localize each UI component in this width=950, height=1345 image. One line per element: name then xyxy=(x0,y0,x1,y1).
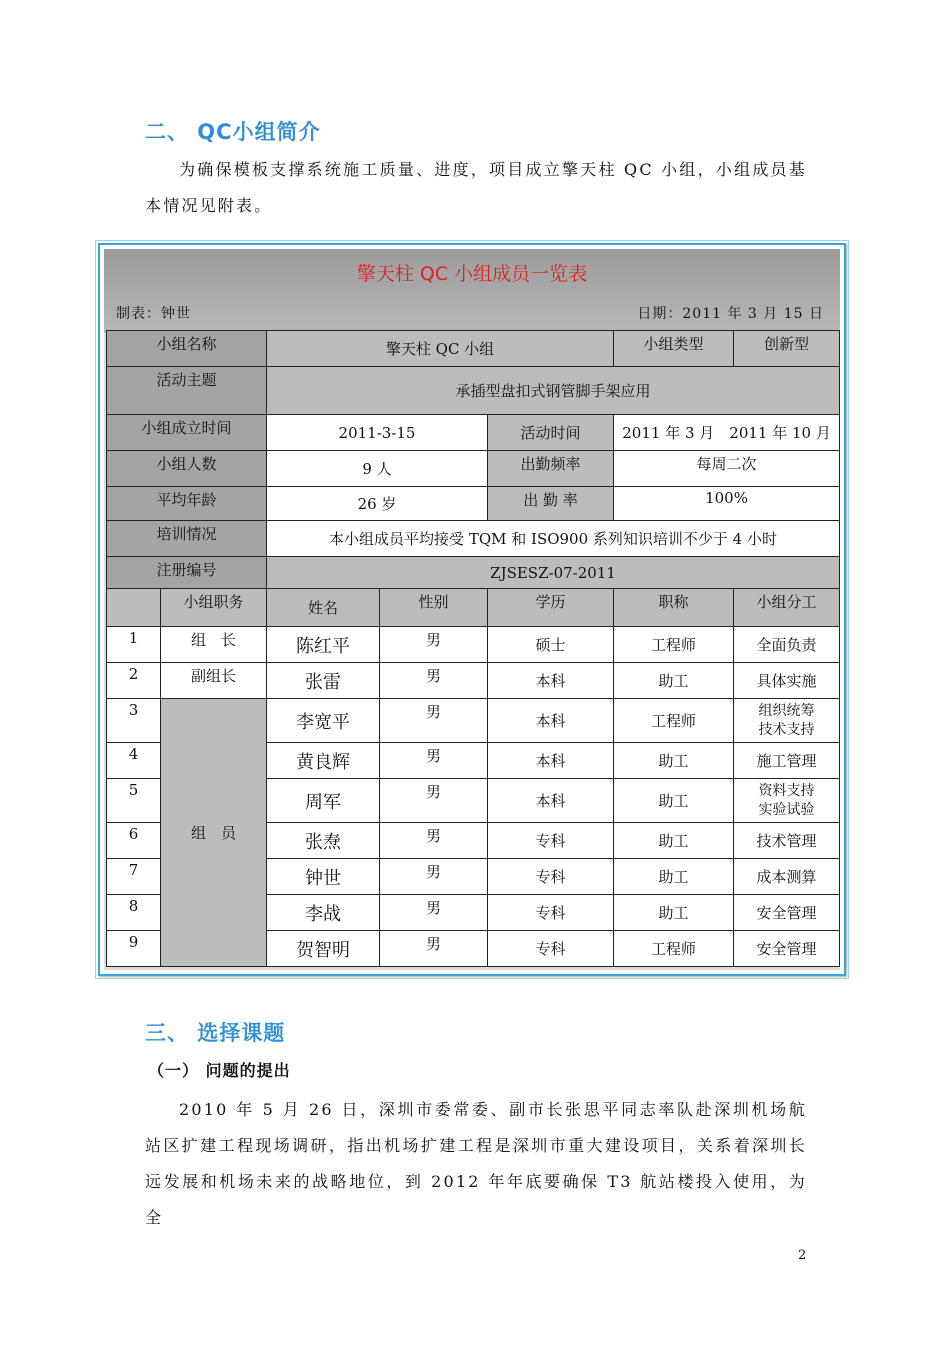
column-header-row xyxy=(107,589,840,627)
info-value: 擎天柱 QC 小组 xyxy=(267,331,614,367)
row-title: 工程师 xyxy=(614,699,734,743)
row-number: 8 xyxy=(107,895,161,931)
info-value: 每周二次 xyxy=(614,451,840,487)
page-number: 2 xyxy=(798,1248,807,1263)
row-gender: 男 xyxy=(380,823,488,859)
column-header: 学历 xyxy=(488,589,614,627)
row-duty: 施工管理 xyxy=(734,743,840,779)
row-title: 助工 xyxy=(614,663,734,699)
row-name: 贺智明 xyxy=(267,931,380,967)
row-name: 周军 xyxy=(267,779,380,823)
row-title: 助工 xyxy=(614,895,734,931)
table-row xyxy=(107,663,840,699)
info-row xyxy=(107,331,840,367)
info-label: 小组类型 xyxy=(614,331,734,367)
info-value: 本小组成员平均接受 TQM 和 ISO900 系列知识培训不少于 4 小时 xyxy=(267,521,840,557)
row-duty-line: 组织统筹 xyxy=(758,702,815,719)
table-title: 擎天柱 QC 小组成员一览表 xyxy=(356,263,588,285)
row-name: 张焘 xyxy=(267,823,380,859)
row-education: 专科 xyxy=(488,931,614,967)
table-maker: 制表：钟世 xyxy=(116,306,191,322)
row-name: 陈红平 xyxy=(267,627,380,663)
row-role-merged: 组 员 xyxy=(161,699,267,967)
row-number: 2 xyxy=(107,663,161,699)
row-title: 助工 xyxy=(614,823,734,859)
info-label: 活动主题 xyxy=(107,367,267,415)
column-header: 性别 xyxy=(380,589,488,627)
row-duty xyxy=(734,779,840,823)
row-duty: 全面负责 xyxy=(734,627,840,663)
row-education: 本科 xyxy=(488,663,614,699)
row-gender: 男 xyxy=(380,779,488,823)
info-value: 2011 年 3 月 2011 年 10 月 xyxy=(614,415,840,451)
row-name: 钟世 xyxy=(267,859,380,895)
row-duty: 具体实施 xyxy=(734,663,840,699)
info-row xyxy=(107,367,840,415)
row-gender: 男 xyxy=(380,743,488,779)
row-duty: 安全管理 xyxy=(734,931,840,967)
table-row xyxy=(107,627,840,663)
row-gender: 男 xyxy=(380,699,488,743)
row-title: 助工 xyxy=(614,859,734,895)
section-2-intro: 为确保模板支撑系统施工质量、进度，项目成立擎天柱 QC 小组，小组成员基本情况见附表。 xyxy=(145,160,807,215)
row-duty: 技术管理 xyxy=(734,823,840,859)
row-title: 工程师 xyxy=(614,931,734,967)
row-number: 7 xyxy=(107,859,161,895)
table-row xyxy=(107,699,840,743)
info-row xyxy=(107,521,840,557)
column-header: 小组职务 xyxy=(161,589,267,627)
row-role: 组 长 xyxy=(161,627,267,663)
row-gender: 男 xyxy=(380,895,488,931)
row-duty: 成本测算 xyxy=(734,859,840,895)
info-row xyxy=(107,487,840,521)
column-header: 小组分工 xyxy=(734,589,840,627)
row-name: 李战 xyxy=(267,895,380,931)
info-value: ZJSESZ-07-2011 xyxy=(267,557,840,589)
info-label: 培训情况 xyxy=(107,521,267,557)
row-number: 4 xyxy=(107,743,161,779)
row-role: 副组长 xyxy=(161,663,267,699)
row-title: 助工 xyxy=(614,743,734,779)
row-education: 本科 xyxy=(488,699,614,743)
column-header: 姓名 xyxy=(267,589,380,627)
info-row xyxy=(107,451,840,487)
row-education: 硕士 xyxy=(488,627,614,663)
info-label: 注册编号 xyxy=(107,557,267,589)
section-2-heading: 二、 QC小组简介 xyxy=(145,120,321,144)
row-education: 本科 xyxy=(488,779,614,823)
row-name: 黄良辉 xyxy=(267,743,380,779)
info-label: 小组人数 xyxy=(107,451,267,487)
row-title: 助工 xyxy=(614,779,734,823)
section-3-heading: 三、 选择课题 xyxy=(145,1021,286,1045)
section-3-body: 2010 年 5 月 26 日，深圳市委常委、副市长张思平同志率队赴深圳机场航站区扩建工程现场调研，指出机场扩建工程是深圳市重大建设项目，关系着深圳长远发展和机场未来的战略地位，到 2012 年年底要确保 T3 航站楼投入使用，为全 xyxy=(145,1100,807,1227)
info-value: 100% xyxy=(614,487,840,521)
row-name: 张雷 xyxy=(267,663,380,699)
row-title: 工程师 xyxy=(614,627,734,663)
row-gender: 男 xyxy=(380,931,488,967)
row-duty xyxy=(734,699,840,743)
row-education: 本科 xyxy=(488,743,614,779)
row-number: 5 xyxy=(107,779,161,823)
section-3-subheading: （一） 问题的提出 xyxy=(148,1061,291,1080)
row-education: 专科 xyxy=(488,859,614,895)
row-gender: 男 xyxy=(380,859,488,895)
info-row xyxy=(107,557,840,589)
info-label: 平均年龄 xyxy=(107,487,267,521)
info-label: 出勤频率 xyxy=(488,451,614,487)
info-value: 创新型 xyxy=(734,331,840,367)
row-name: 李宽平 xyxy=(267,699,380,743)
row-education: 专科 xyxy=(488,823,614,859)
row-education: 专科 xyxy=(488,895,614,931)
row-duty: 安全管理 xyxy=(734,895,840,931)
column-header xyxy=(107,589,161,627)
info-value: 9 人 xyxy=(267,451,488,487)
info-label: 小组名称 xyxy=(107,331,267,367)
info-label: 小组成立时间 xyxy=(107,415,267,451)
info-value: 承插型盘扣式钢管脚手架应用 xyxy=(267,367,840,415)
member-table xyxy=(106,330,840,967)
table-date: 日期：2011 年 3 月 15 日 xyxy=(637,306,824,322)
info-value: 26 岁 xyxy=(267,487,488,521)
row-duty-line: 资料支持 xyxy=(758,782,815,799)
row-number: 3 xyxy=(107,699,161,743)
row-duty-line: 技术支持 xyxy=(758,721,815,738)
info-value: 2011-3-15 xyxy=(267,415,488,451)
column-header: 职称 xyxy=(614,589,734,627)
row-gender: 男 xyxy=(380,663,488,699)
row-gender: 男 xyxy=(380,627,488,663)
table-title-band xyxy=(104,249,840,333)
row-duty-line: 实验试验 xyxy=(758,801,815,818)
row-number: 9 xyxy=(107,931,161,967)
row-number: 6 xyxy=(107,823,161,859)
info-label: 活动时间 xyxy=(488,415,614,451)
info-row xyxy=(107,415,840,451)
info-label: 出 勤 率 xyxy=(488,487,614,521)
row-number: 1 xyxy=(107,627,161,663)
